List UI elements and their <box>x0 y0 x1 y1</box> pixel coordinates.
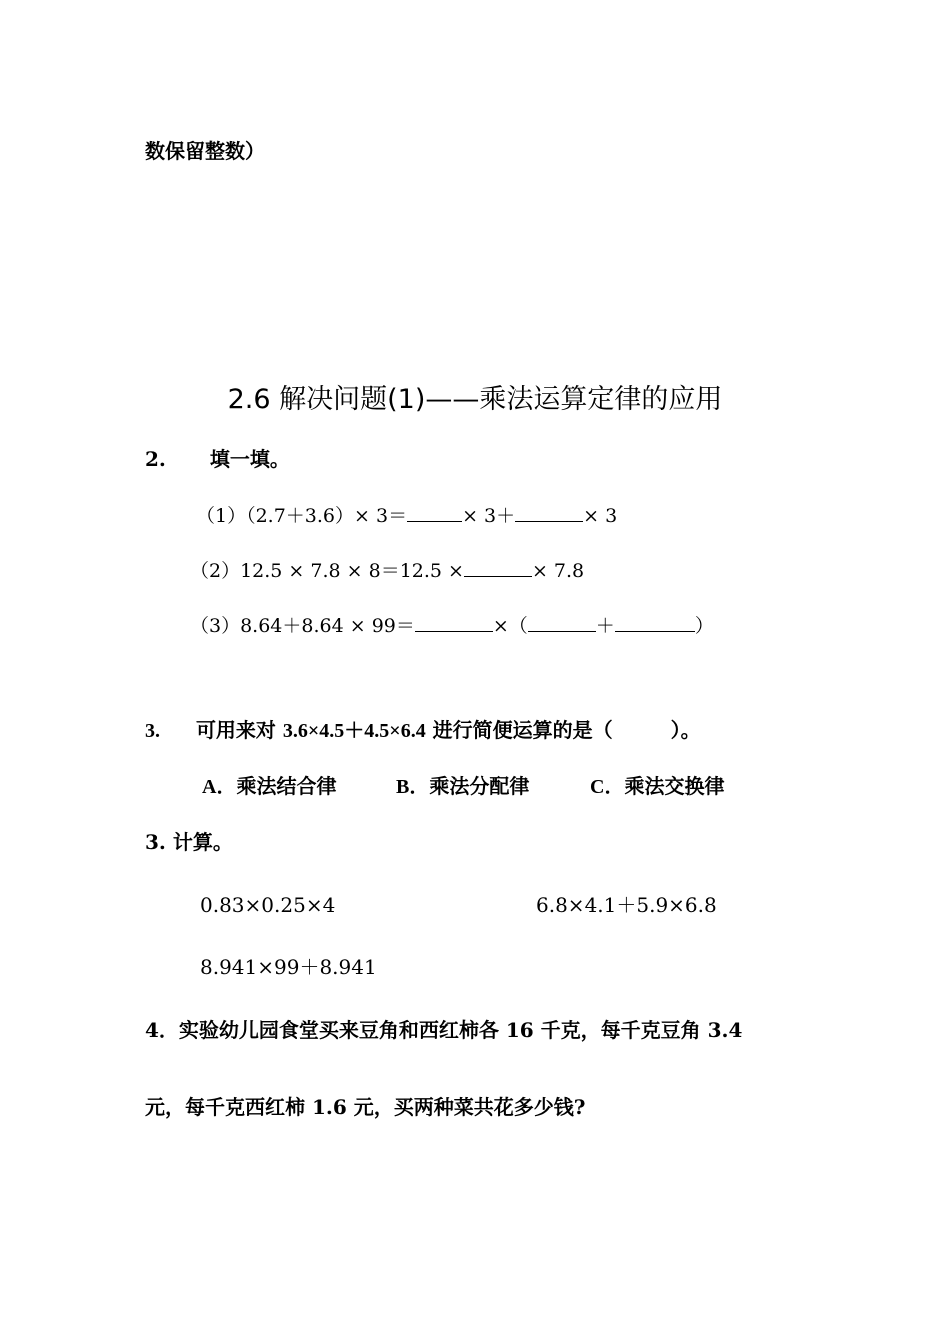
question-2-prompt: 填一填。 <box>209 447 290 471</box>
calc-expression-1: 0.83×0.25×4 <box>200 893 336 917</box>
item-3-part-c: ＋ <box>595 615 615 637</box>
question-3-prompt-pre: 可用来对 <box>195 718 276 742</box>
option-b[interactable] <box>396 776 529 797</box>
item-2-part-b: × 7.8 <box>531 560 585 582</box>
item-3-part-a: （3）8.64＋8.64 × 99＝ <box>190 615 415 637</box>
question-2-item-2 <box>190 558 584 581</box>
option-a-text: 乘法结合律 <box>236 774 337 798</box>
question-2-item-1 <box>196 503 617 526</box>
question-3-expression: 3.6×4.5＋4.5×6.4 <box>282 720 426 742</box>
blank-field[interactable] <box>415 613 493 632</box>
question-3-number: 3. <box>145 720 160 742</box>
option-c[interactable] <box>590 776 724 797</box>
option-c-text: 乘法交换律 <box>624 774 725 798</box>
item-1-part-a: （1）（2.7＋3.6）× 3＝ <box>196 505 408 527</box>
blank-field[interactable] <box>615 613 695 632</box>
question-4-line-1: 4．实验幼儿园食堂买来豆角和西红柿各 16 千克，每千克豆角 3.4 <box>145 1018 743 1042</box>
item-1-part-c: × 3 <box>583 505 618 527</box>
item-1-part-b: × 3＋ <box>462 505 516 527</box>
item-3-part-d: ） <box>694 615 714 637</box>
continuation-text: 数保留整数） <box>145 139 265 163</box>
option-a[interactable] <box>202 776 336 797</box>
question-3-prompt-end: ）。 <box>670 718 701 742</box>
item-3-part-b: ×（ <box>492 615 528 637</box>
blank-field[interactable] <box>407 503 462 522</box>
option-b-text: 乘法分配律 <box>429 774 530 798</box>
question-4-line-2: 元，每千克西红柿 1.6 元，买两种菜共花多少钱? <box>145 1095 586 1119</box>
question-2-item-3 <box>190 613 714 636</box>
option-c-letter: C． <box>590 776 625 798</box>
section-title: 2.6 解决问题(1)——乘法运算定律的应用 <box>227 384 723 415</box>
question-2-header <box>145 449 290 469</box>
option-b-letter: B． <box>396 776 430 798</box>
question-2-number: 2. <box>145 447 166 471</box>
calc-expression-3: 8.941×99＋8.941 <box>200 955 377 979</box>
option-a-letter: A． <box>202 776 237 798</box>
question-3-choice <box>145 720 701 741</box>
question-3-prompt-post: 进行简便运算的是（ <box>432 718 613 742</box>
blank-field[interactable] <box>464 558 532 577</box>
calculation-header: 3. 计算。 <box>145 830 233 854</box>
calc-expression-2: 6.8×4.1＋5.9×6.8 <box>536 893 717 917</box>
blank-field[interactable] <box>515 503 583 522</box>
item-2-part-a: （2）12.5 × 7.8 × 8＝12.5 × <box>190 560 464 582</box>
blank-field[interactable] <box>528 613 596 632</box>
